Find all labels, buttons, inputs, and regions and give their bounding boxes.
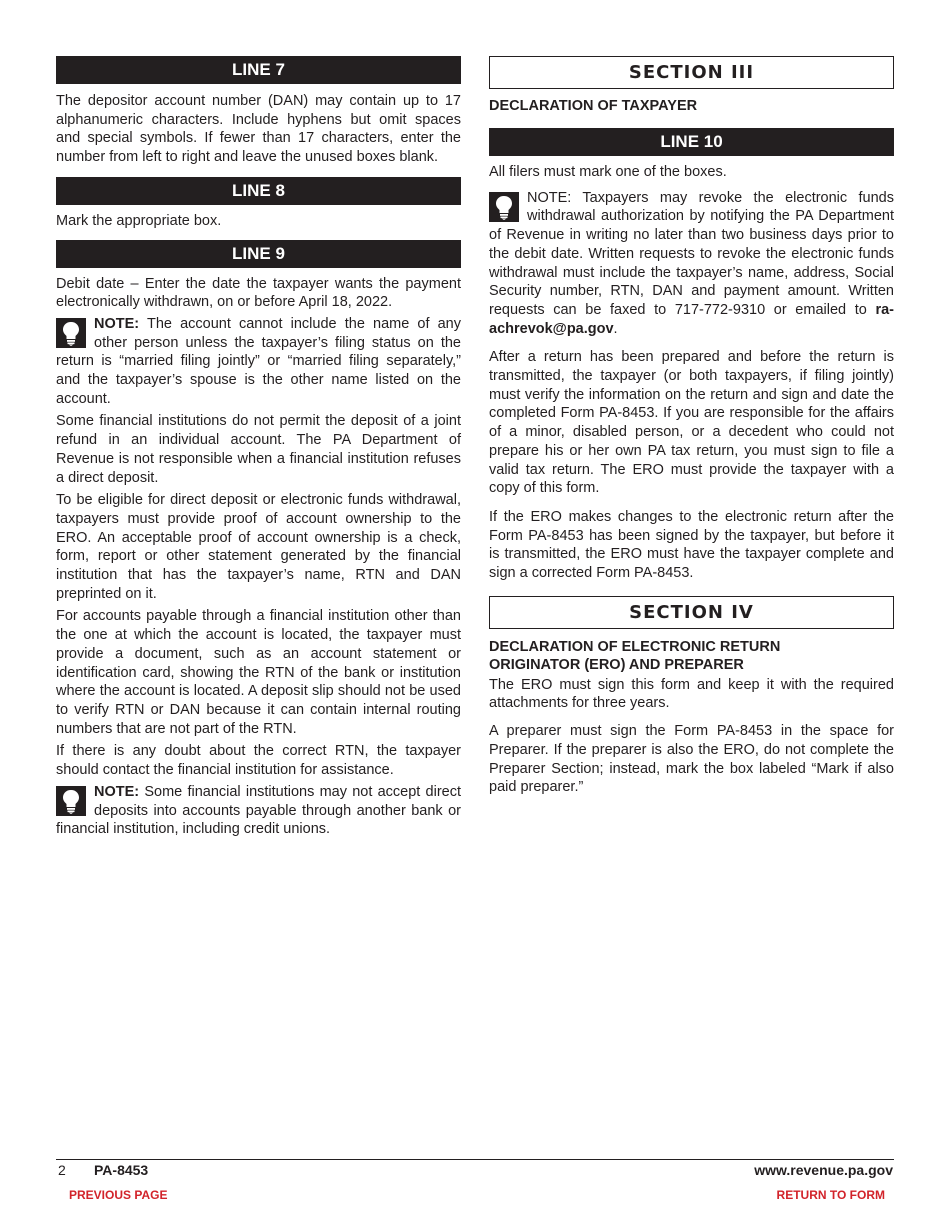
line-8-text: Mark the appropriate box. [56, 212, 222, 229]
left-column [56, 56, 461, 839]
right-column [489, 56, 894, 797]
note-account-name [56, 315, 461, 409]
form-code: PA-8453 [94, 1162, 149, 1178]
eligibility-text: To be eligible for direct deposit or electronic funds withdrawal, taxpayers must provide proof of account ownership to the ERO. An acceptable proof of account ownership is a check, form, report or other statement generated by the financial institution that has the taxpayer’s name, RTN and DAN preprinted on it. [56, 492, 461, 602]
ero-changes-text: If the ERO makes changes to the electronic return after the Form PA-8453 has been signed by the taxpayer, but before it is transmitted, the ERO must have the taxpayer complete and sign a corrected Form PA-8453. [489, 508, 894, 582]
section-3-subheading: DECLARATION OF TAXPAYER [489, 98, 698, 114]
line-7-text: The depositor account number (DAN) may contain up to 17 alphanumeric characters. Include hyphens but omit spaces and special symbols. If fewer than 17 characters, enter the number from left to right and leave the unused boxes blank. [56, 93, 461, 166]
rtn-doubt-text: If there is any doubt about the correct RTN, the taxpayer should contact the financial institution for assistance. [56, 743, 461, 779]
ero-sign-text: The ERO must sign this form and keep it with the required attachments for three years. [489, 676, 894, 712]
previous-page-link[interactable]: PREVIOUS PAGE [69, 1188, 168, 1202]
note-label: NOTE: [94, 315, 140, 332]
section-3-title: SECTION III [489, 56, 894, 89]
line-10-heading: LINE 10 [489, 128, 894, 156]
note-body: NOTE: Taxpayers may revoke the electronic funds withdrawal authorization by notifying the PA Department of Revenue in writing no later than two business days prior to the debit date. Written requests to revoke the electronic funds withdrawal must include the taxpayer’s name, address, Social Security number, RTN, DAN and payment amount. Written requests can be faxed to 717-772-9310 or emailed to [489, 189, 894, 318]
accounts-payable-text: For accounts payable through a financial institution other than the one at which the account is located, the taxpayer must provide a document, such as an account statement or identification card, showing the RTN of the bank or institution where the account is located. A deposit slip should not be used to verify RTN or DAN because it can contain internal routing numbers that are not part of the RTN. [56, 608, 461, 737]
line-7-heading: LINE 7 [56, 56, 461, 84]
note-revoke [489, 189, 894, 339]
page-number: 2 [58, 1162, 66, 1178]
section-4-subheading-line-1: DECLARATION OF ELECTRONIC RETURN [489, 638, 781, 655]
website-url: www.revenue.pa.gov [754, 1162, 893, 1178]
note-body: Some financial institutions may not accept direct deposits into accounts payable through another bank or financial institution, including credit unions. [56, 783, 461, 838]
taxpayer-verification-text: After a return has been prepared and before the return is transmitted, the taxpayer (or both taxpayers, if filing jointly) must verify the information on the return and sign and date the completed Form PA-8453. If you are responsible for the affairs of a minor, disabled person, or a decedent who could not prepare his or her own PA tax return, you must sign to file a valid tax return. The ERO must provide the taxpayer with a copy of this form. [489, 349, 894, 497]
line-8-heading: LINE 8 [56, 177, 461, 205]
note-body: The account cannot include the name of any other person unless the taxpayer’s filing status on the return is “married filing jointly” or “married filing separately,” and the taxpayer’s spouse is the other name listed on the account. [56, 315, 461, 407]
line-9-heading: LINE 9 [56, 240, 461, 268]
lightbulb-icon [489, 192, 519, 222]
note-label: NOTE: [94, 783, 140, 800]
revoke-email: ra-achrevok@pa.gov [489, 301, 894, 337]
footer-divider [56, 1159, 894, 1160]
joint-refund-text: Some financial institutions do not permit the deposit of a joint refund in an individual account. The PA Department of Revenue is not responsible when a financial institution refuses a direct deposit. [56, 413, 461, 486]
note-credit-unions [56, 783, 461, 839]
line-10-text: All filers must mark one of the boxes. [489, 164, 727, 180]
section-4-subheading-line-2: ORIGINATOR (ERO) AND PREPARER [489, 656, 744, 673]
section-4-title: SECTION IV [489, 596, 894, 629]
lightbulb-icon [56, 318, 86, 348]
preparer-sign-text: A preparer must sign the Form PA-8453 in the space for Preparer. If the preparer is also the ERO, do not complete the Preparer Section; instead, mark the box labeled “Mark if also paid preparer.” [489, 723, 894, 796]
lightbulb-icon [56, 786, 86, 816]
note-end: . [613, 320, 618, 337]
section-4-subheading [489, 638, 894, 674]
debit-date-text: Debit date – Enter the date the taxpayer wants the payment electronically withdrawn, on or before April 18, 2022. [56, 275, 461, 311]
return-to-form-link[interactable]: RETURN TO FORM [776, 1188, 885, 1202]
